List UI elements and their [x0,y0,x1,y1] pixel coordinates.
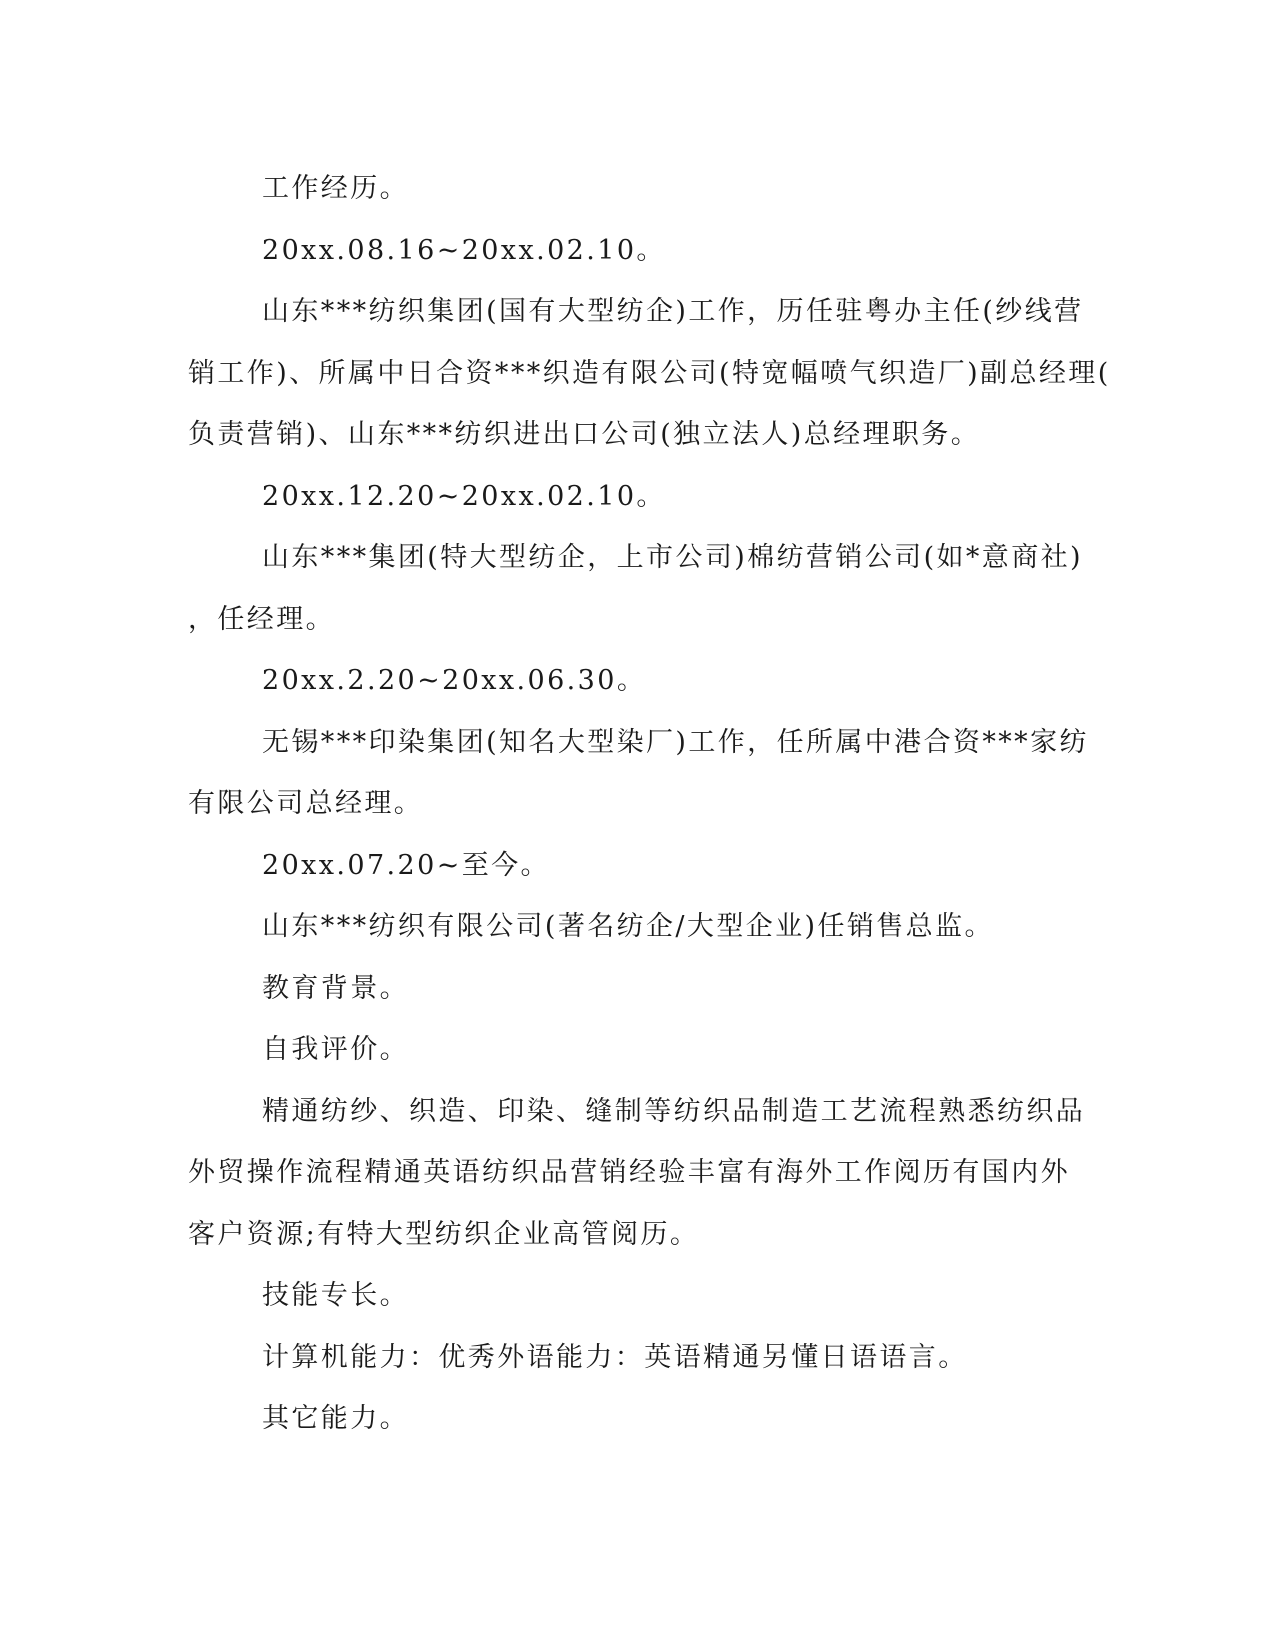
job-2-line-1: 山东***集团(特大型纺企，上市公司)棉纺营销公司(如*意商社) [262,542,1083,573]
job-4-line-1: 山东***纺织有限公司(著名纺企/大型企业)任销售总监。 [262,911,994,942]
heading-self-evaluation: 自我评价。 [262,1034,409,1065]
job-2-line-2: ，任经理。 [188,603,335,635]
date-range-1: 20xx.08.16~20xx.02.10。 [262,234,666,266]
date-range-3: 20xx.2.20~20xx.06.30。 [262,665,647,696]
date-range-4: 20xx.07.20~至今。 [262,849,550,881]
job-1-line-3: 负责营销)、山东***纺织进出口公司(独立法人)总经理职务。 [188,419,981,450]
heading-education: 教育背景。 [262,972,409,1004]
self-evaluation-line-3: 客户资源;有特大型纺织企业高管阅历。 [188,1218,700,1250]
self-evaluation-line-1: 精通纺纱、织造、印染、缝制等纺织品制造工艺流程熟悉纺织品 [262,1095,1086,1127]
job-1-line-1: 山东***纺织集团(国有大型纺企)工作，历任驻粤办主任(纱线营 [262,296,1084,327]
job-3-line-1: 无锡***印染集团(知名大型染厂)工作，任所属中港合资***家纺 [262,726,1089,758]
heading-work-experience: 工作经历。 [262,173,409,204]
self-evaluation-line-2: 外贸操作流程精通英语纺织品营销经验丰富有海外工作阅历有国内外 [188,1157,1070,1188]
heading-other-abilities: 其它能力。 [262,1403,409,1434]
resume-body [188,158,1111,1450]
job-1-line-2: 销工作)、所属中日合资***织造有限公司(特宽幅喷气织造厂)副总经理( [188,357,1111,389]
job-3-line-2: 有限公司总经理。 [188,788,424,819]
date-range-2: 20xx.12.20~20xx.02.10。 [262,480,666,512]
skills-line-1: 计算机能力：优秀外语能力：英语精通另懂日语语言。 [262,1341,968,1373]
heading-skills: 技能专长。 [262,1280,409,1311]
